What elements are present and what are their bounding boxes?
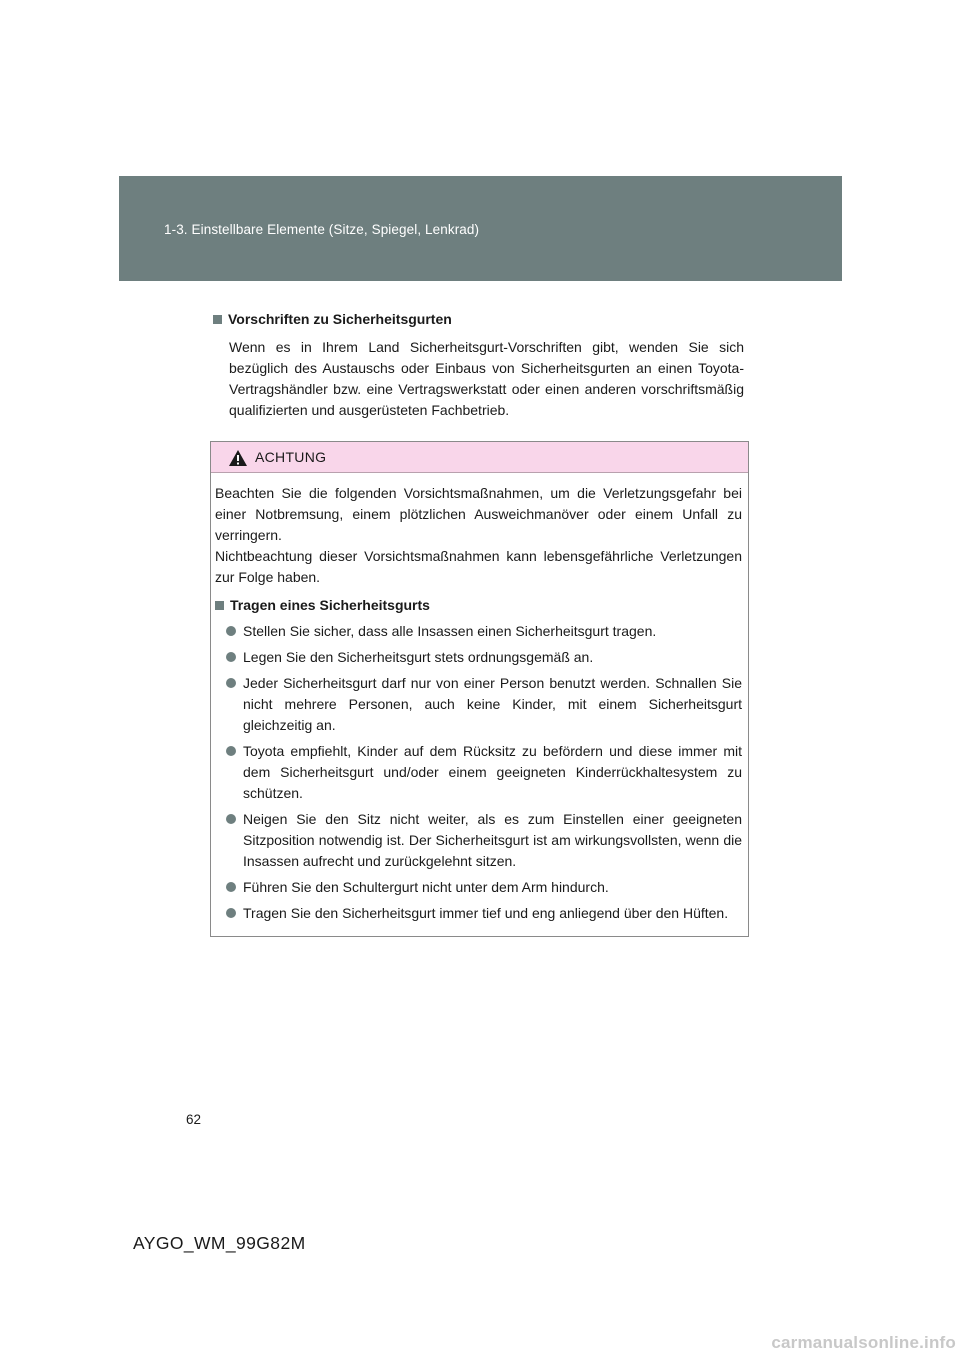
list-item (215, 741, 742, 804)
list-item (215, 621, 742, 642)
round-bullet-icon (226, 746, 236, 756)
list-item (215, 647, 742, 668)
round-bullet-icon (226, 626, 236, 636)
list-item (215, 877, 742, 898)
round-bullet-icon (226, 678, 236, 688)
square-bullet-icon (213, 315, 222, 324)
chapter-header-bar (119, 176, 842, 281)
watermark-text[interactable]: carmanualsonline.info (771, 1333, 956, 1352)
warning-box (210, 441, 749, 937)
list-item-text: Führen Sie den Schultergurt nicht unter dem Arm hindurch. (243, 879, 609, 895)
warning-label: ACHTUNG (255, 449, 327, 465)
list-item (215, 809, 742, 872)
warning-consequence: Nichtbeachtung dieser Vorsichtsmaßnahmen kann lebensgefährliche Verletzungen zur Folge haben. (215, 548, 742, 585)
list-item-text: Legen Sie den Sicherheitsgurt stets ordnungsgemäß an. (243, 649, 594, 665)
warning-triangle-icon (228, 449, 248, 467)
warning-subheading (215, 595, 742, 616)
document-code: AYGO_WM_99G82M (133, 1233, 306, 1253)
list-item-text: Stellen Sie sicher, dass alle Insassen einen Sicherheitsgurt tragen. (243, 623, 657, 639)
warning-header (211, 442, 748, 473)
list-item (215, 673, 742, 736)
warning-intro: Beachten Sie die folgenden Vorsichtsmaßnahmen, um die Verletzungsgefahr bei einer Notbremsung, einem plötzlichen Ausweichmanöver oder einem Unfall zu verringern. (215, 485, 742, 543)
section-body: Wenn es in Ihrem Land Sicherheitsgurt-Vorschriften gibt, wenden Sie sich bezüglich des Austauschs oder Einbaus von Sicherheitsgurten an einen Toyota-Vertragshändler bzw. eine Vertragswerkstatt oder einen anderen vorschriftsmäßig qualifizierten und ausgerüsteten Fachbetrieb. (229, 339, 744, 418)
list-item-text: Jeder Sicherheitsgurt darf nur von einer Person benutzt werden. Schnallen Sie nicht mehrere Personen, auch keine Kinder, mit einem Sicherheitsgurt gleichzeitig an. (243, 675, 742, 733)
section-heading-text: Vorschriften zu Sicherheitsgurten (228, 311, 452, 327)
list-item (215, 903, 742, 924)
list-item-text: Toyota empfiehlt, Kinder auf dem Rücksitz zu befördern und diese immer mit dem Sicherheitsgurt und/oder einem geeigneten Kinderrückhaltesystem zu schützen. (243, 743, 742, 801)
warning-subheading-text: Tragen eines Sicherheitsgurts (230, 597, 430, 613)
warning-bullet-list (215, 621, 742, 924)
square-bullet-icon (215, 601, 224, 610)
regulations-section (213, 309, 744, 421)
round-bullet-icon (226, 814, 236, 824)
round-bullet-icon (226, 908, 236, 918)
list-item-text: Neigen Sie den Sitz nicht weiter, als es zum Einstellen einer geeigneten Sitzposition notwendig ist. Der Sicherheitsgurt ist am wirkungsvollsten, wenn die Insassen aufrecht und zurückgelehnt sitzen. (243, 811, 742, 869)
round-bullet-icon (226, 882, 236, 892)
page-number: 62 (186, 1112, 202, 1127)
round-bullet-icon (226, 652, 236, 662)
list-item-text: Tragen Sie den Sicherheitsgurt immer tief und eng anliegend über den Hüften. (243, 905, 729, 921)
section-heading (213, 309, 744, 329)
chapter-title: 1-3. Einstellbare Elemente (Sitze, Spiegel, Lenkrad) (164, 222, 480, 237)
warning-body (211, 473, 748, 924)
